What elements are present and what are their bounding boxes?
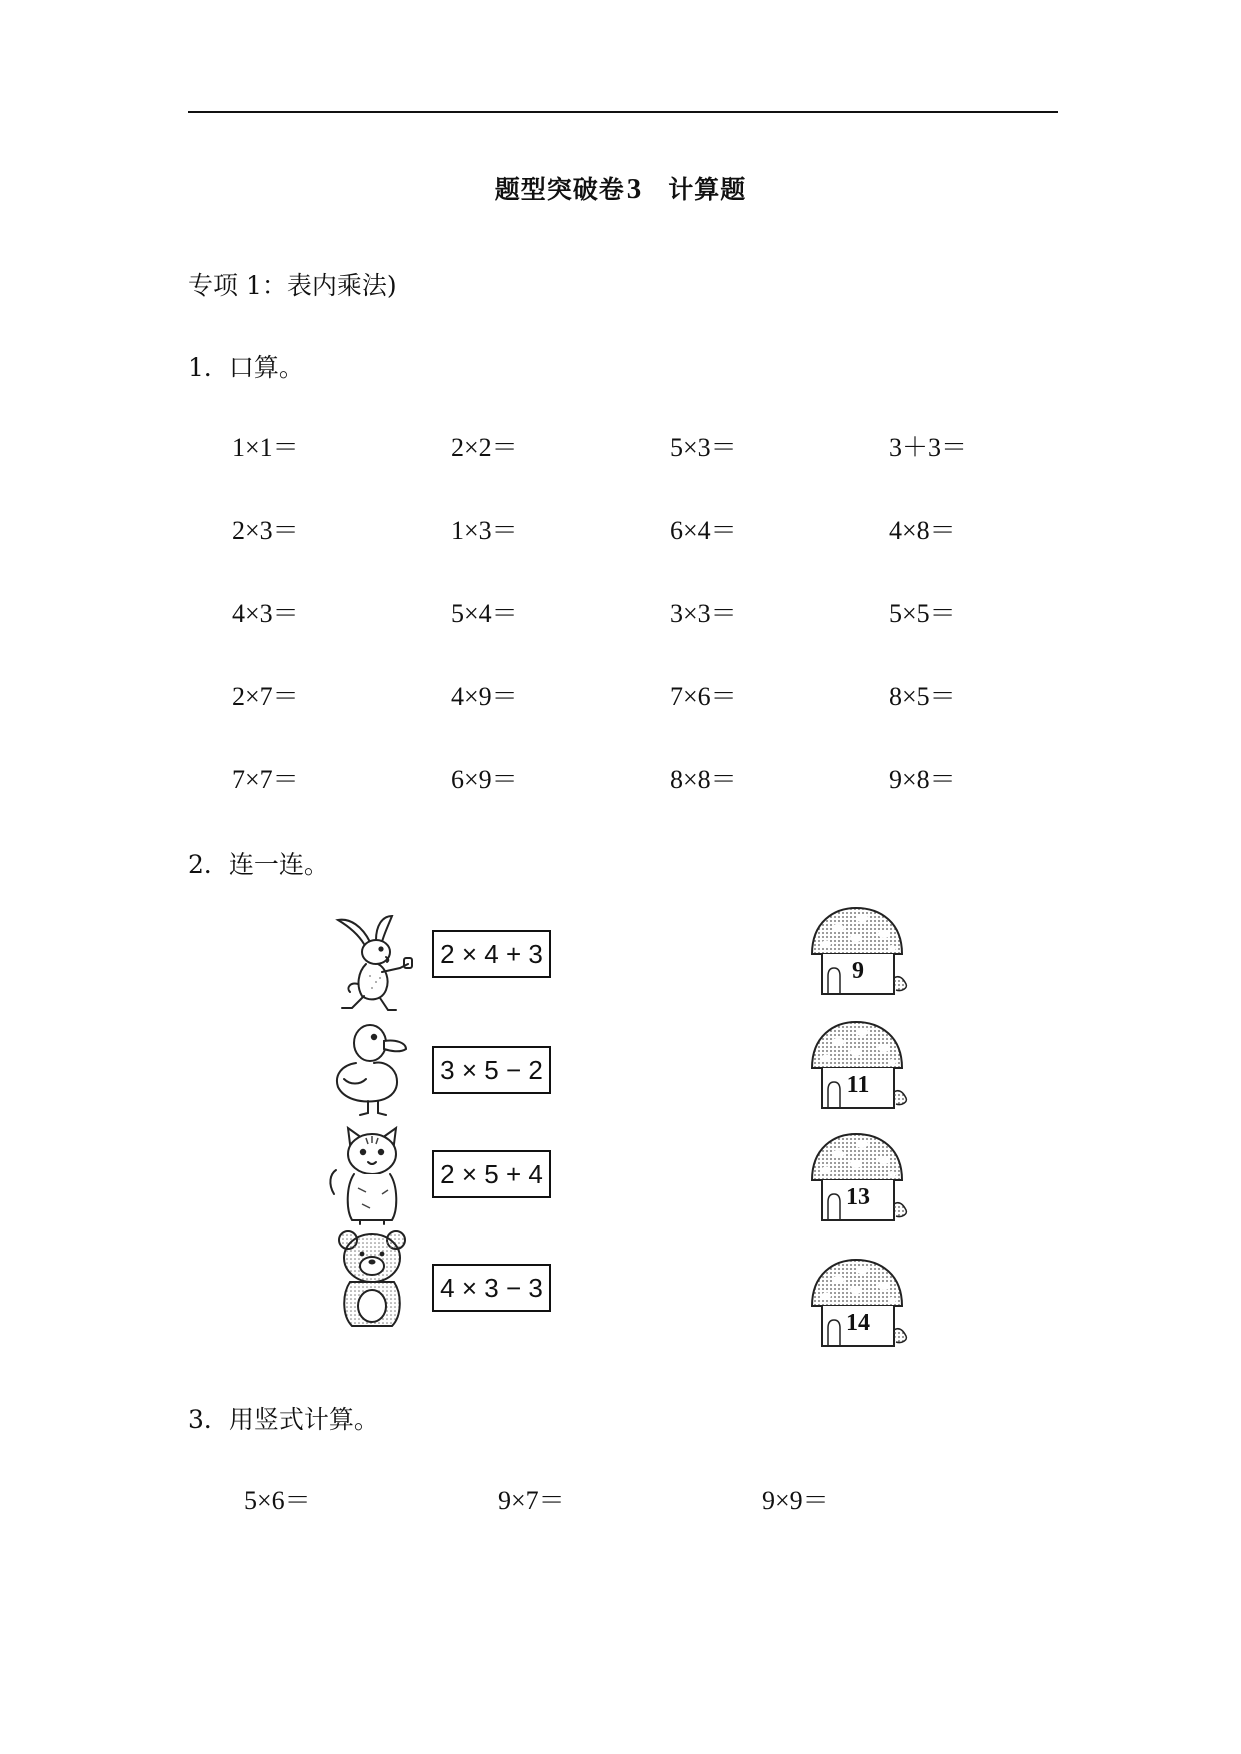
- vertical-item: 9×9＝: [762, 1486, 829, 1515]
- section-label: 专项 1：表内乘法): [188, 271, 397, 300]
- question-1-heading: 1．口算。: [188, 353, 304, 382]
- oral-row: [232, 759, 1112, 842]
- expression-box: 2 × 5 + 4: [432, 1150, 551, 1198]
- oral-item: 2×7＝: [232, 682, 299, 711]
- oral-item: 4×8＝: [889, 516, 956, 545]
- oral-item: 8×8＝: [670, 765, 737, 794]
- oral-row: [232, 510, 1112, 593]
- mushroom-house-icon: [806, 1018, 910, 1114]
- mushroom-house-icon: [806, 1130, 910, 1226]
- house-number: 9: [852, 958, 864, 984]
- oral-item: 4×3＝: [232, 599, 299, 628]
- oral-item: 1×3＝: [451, 516, 518, 545]
- oral-item: 1×1＝: [232, 433, 299, 462]
- cat-icon: [326, 1124, 412, 1228]
- oral-calculation-grid: [232, 427, 1112, 842]
- oral-item: 3＋3＝: [889, 433, 968, 462]
- bear-icon: [330, 1226, 416, 1330]
- vertical-calculation-row: [244, 1480, 1044, 1520]
- expression-box: 3 × 5 − 2: [432, 1046, 551, 1094]
- oral-item: 7×6＝: [670, 682, 737, 711]
- oral-item: 5×3＝: [670, 433, 737, 462]
- mushroom-house-icon: [806, 904, 910, 1000]
- title-text: 题型突破卷: [494, 175, 625, 204]
- expression-box: 2 × 4 + 3: [432, 930, 551, 978]
- house-number: 13: [846, 1184, 870, 1210]
- expression-box: 4 × 3 − 3: [432, 1264, 551, 1312]
- oral-row: [232, 593, 1112, 676]
- rabbit-icon: [330, 912, 416, 1016]
- oral-item: 2×3＝: [232, 516, 299, 545]
- question-2-heading: 2．连一连。: [188, 850, 329, 879]
- house-number: 14: [846, 1310, 870, 1336]
- question-3-heading: 3．用竖式计算。: [188, 1405, 379, 1434]
- top-rule: [188, 111, 1058, 113]
- oral-row: [232, 427, 1112, 510]
- page-title: [0, 170, 1241, 206]
- oral-item: 9×8＝: [889, 765, 956, 794]
- oral-item: 7×7＝: [232, 765, 299, 794]
- house-number: 11: [846, 1072, 870, 1098]
- oral-item: 4×9＝: [451, 682, 518, 711]
- oral-item: 6×9＝: [451, 765, 518, 794]
- oral-item: 5×4＝: [451, 599, 518, 628]
- oral-item: 8×5＝: [889, 682, 956, 711]
- vertical-item: 5×6＝: [244, 1486, 311, 1515]
- oral-item: 2×2＝: [451, 433, 518, 462]
- title-subtitle: 计算题: [668, 175, 747, 204]
- mushroom-house-icon: [806, 1256, 910, 1352]
- oral-item: 3×3＝: [670, 599, 737, 628]
- oral-row: [232, 676, 1112, 759]
- duck-icon: [330, 1015, 416, 1119]
- title-number: 3: [626, 173, 643, 205]
- oral-item: 5×5＝: [889, 599, 956, 628]
- vertical-item: 9×7＝: [498, 1486, 565, 1515]
- oral-item: 6×4＝: [670, 516, 737, 545]
